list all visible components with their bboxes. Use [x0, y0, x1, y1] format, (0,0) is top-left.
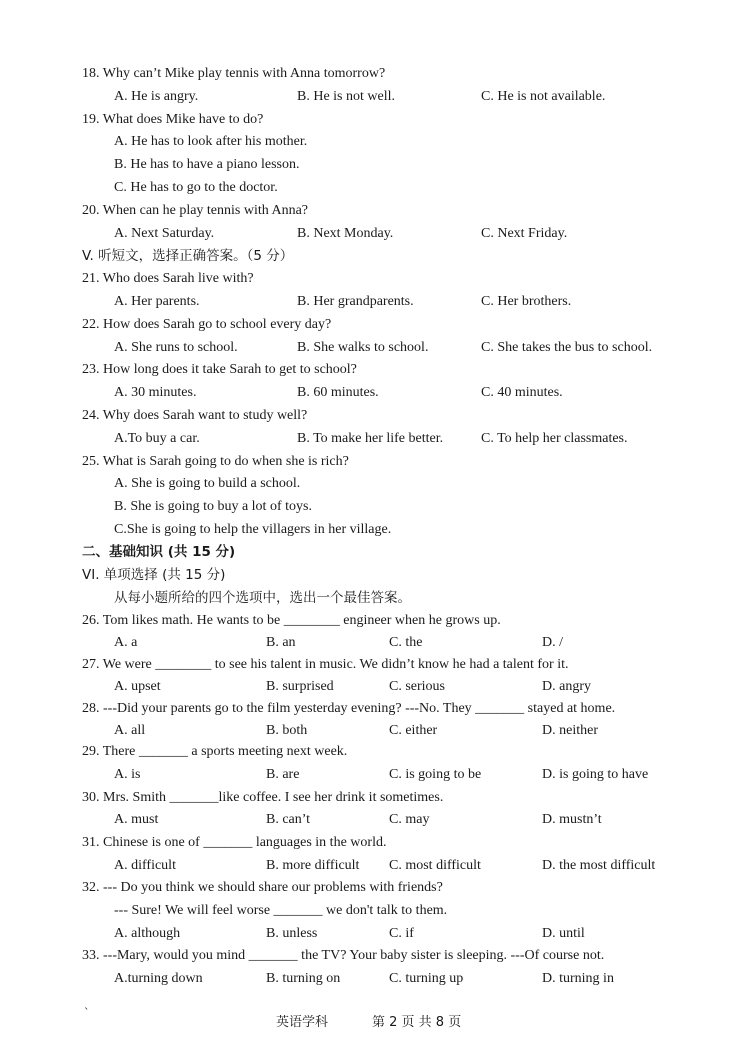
option-30d: D. mustn’t	[542, 812, 602, 827]
question-19: 19. What does Mike have to do?	[82, 112, 264, 127]
option-22a: A. She runs to school.	[114, 340, 238, 355]
option-19c: C. He has to go to the doctor.	[114, 180, 278, 195]
option-30c: C. may	[389, 812, 430, 827]
option-21c: C. Her brothers.	[481, 294, 572, 309]
option-33c: C. turning up	[389, 971, 464, 986]
question-25: 25. What is Sarah going to do when she is rich?	[82, 454, 349, 469]
question-32-line2: --- Sure! We will feel worse _______ we don't talk to them.	[114, 903, 448, 918]
option-21b: B. Her grandparents.	[297, 294, 414, 309]
option-19a: A. He has to look after his mother.	[114, 134, 308, 149]
option-23a: A. 30 minutes.	[114, 385, 197, 400]
footer-mark: `	[84, 1006, 90, 1019]
option-28b: B. both	[266, 723, 308, 738]
option-27b: B. surprised	[266, 679, 334, 694]
question-29: 29. There _______ a sports meeting next week.	[82, 744, 348, 759]
option-27d: D. angry	[542, 679, 591, 694]
option-24a: A.To buy a car.	[114, 431, 200, 446]
question-31: 31. Chinese is one of _______ languages in the world.	[82, 835, 387, 850]
option-30a: A. must	[114, 812, 159, 827]
option-31a: A. difficult	[114, 858, 176, 873]
option-32d: D. until	[542, 926, 585, 941]
question-22: 22. How does Sarah go to school every day?	[82, 317, 332, 332]
option-27c: C. serious	[389, 679, 445, 694]
section-vi-heading: VI. 单项选择 (共 15 分)	[82, 567, 226, 583]
option-31b: B. more difficult	[266, 858, 360, 873]
option-28c: C. either	[389, 723, 438, 738]
option-25c: C.She is going to help the villagers in her village.	[114, 522, 392, 537]
question-18: 18. Why can’t Mike play tennis with Anna tomorrow?	[82, 66, 386, 81]
option-28d: D. neither	[542, 723, 598, 738]
question-32: 32. --- Do you think we should share our problems with friends?	[82, 880, 443, 895]
option-25b: B. She is going to buy a lot of toys.	[114, 499, 312, 514]
part-two-heading: 二、基础知识 (共 15 分)	[82, 544, 236, 560]
question-21: 21. Who does Sarah live with?	[82, 271, 254, 286]
option-18c: C. He is not available.	[481, 89, 606, 104]
option-22b: B. She walks to school.	[297, 340, 429, 355]
option-31c: C. most difficult	[389, 858, 481, 873]
option-33b: B. turning on	[266, 971, 341, 986]
option-24b: B. To make her life better.	[297, 431, 444, 446]
option-30b: B. can’t	[266, 812, 311, 827]
option-19b: B. He has to have a piano lesson.	[114, 157, 300, 172]
question-27: 27. We were ________ to see his talent in music. We didn’t know he had a talent for it.	[82, 657, 569, 672]
question-30: 30. Mrs. Smith _______like coffee. I see her drink it sometimes.	[82, 790, 444, 805]
option-32c: C. if	[389, 926, 414, 941]
question-28: 28. ---Did your parents go to the film yesterday evening? ---No. They _______ stayed at home.	[82, 701, 616, 716]
option-33a: A.turning down	[114, 971, 203, 986]
option-18b: B. He is not well.	[297, 89, 395, 104]
option-29c: C. is going to be	[389, 767, 482, 782]
option-20c: C. Next Friday.	[481, 226, 568, 241]
footer-page-number: 第 2 页 共 8 页	[372, 1015, 462, 1030]
question-33: 33. ---Mary, would you mind _______ the TV? Your baby sister is sleeping. ---Of course not.	[82, 948, 605, 963]
option-25a: A. She is going to build a school.	[114, 476, 301, 491]
option-21a: A. Her parents.	[114, 294, 200, 309]
question-23: 23. How long does it take Sarah to get to school?	[82, 362, 357, 377]
option-32b: B. unless	[266, 926, 318, 941]
option-33d: D. turning in	[542, 971, 614, 986]
option-26d: D. /	[542, 635, 563, 650]
option-24c: C. To help her classmates.	[481, 431, 628, 446]
option-20b: B. Next Monday.	[297, 226, 394, 241]
option-18a: A. He is angry.	[114, 89, 199, 104]
option-32a: A. although	[114, 926, 181, 941]
instruction-text: 从每小题所给的四个选项中，选出一个最佳答案。	[114, 590, 411, 606]
option-20a: A. Next Saturday.	[114, 226, 215, 241]
option-23c: C. 40 minutes.	[481, 385, 563, 400]
section-v-heading: V. 听短文，选择正确答案。（5 分）	[82, 248, 294, 264]
question-20: 20. When can he play tennis with Anna?	[82, 203, 309, 218]
option-26a: A. a	[114, 635, 138, 650]
option-29a: A. is	[114, 767, 141, 782]
option-23b: B. 60 minutes.	[297, 385, 379, 400]
footer-subject: 英语学科	[276, 1015, 329, 1030]
option-22c: C. She takes the bus to school.	[481, 340, 653, 355]
option-27a: A. upset	[114, 679, 161, 694]
question-24: 24. Why does Sarah want to study well?	[82, 408, 308, 423]
option-31d: D. the most difficult	[542, 858, 656, 873]
option-26b: B. an	[266, 635, 296, 650]
option-29d: D. is going to have	[542, 767, 649, 782]
option-28a: A. all	[114, 723, 146, 738]
option-29b: B. are	[266, 767, 300, 782]
question-26: 26. Tom likes math. He wants to be ________ engineer when he grows up.	[82, 613, 501, 628]
option-26c: C. the	[389, 635, 423, 650]
